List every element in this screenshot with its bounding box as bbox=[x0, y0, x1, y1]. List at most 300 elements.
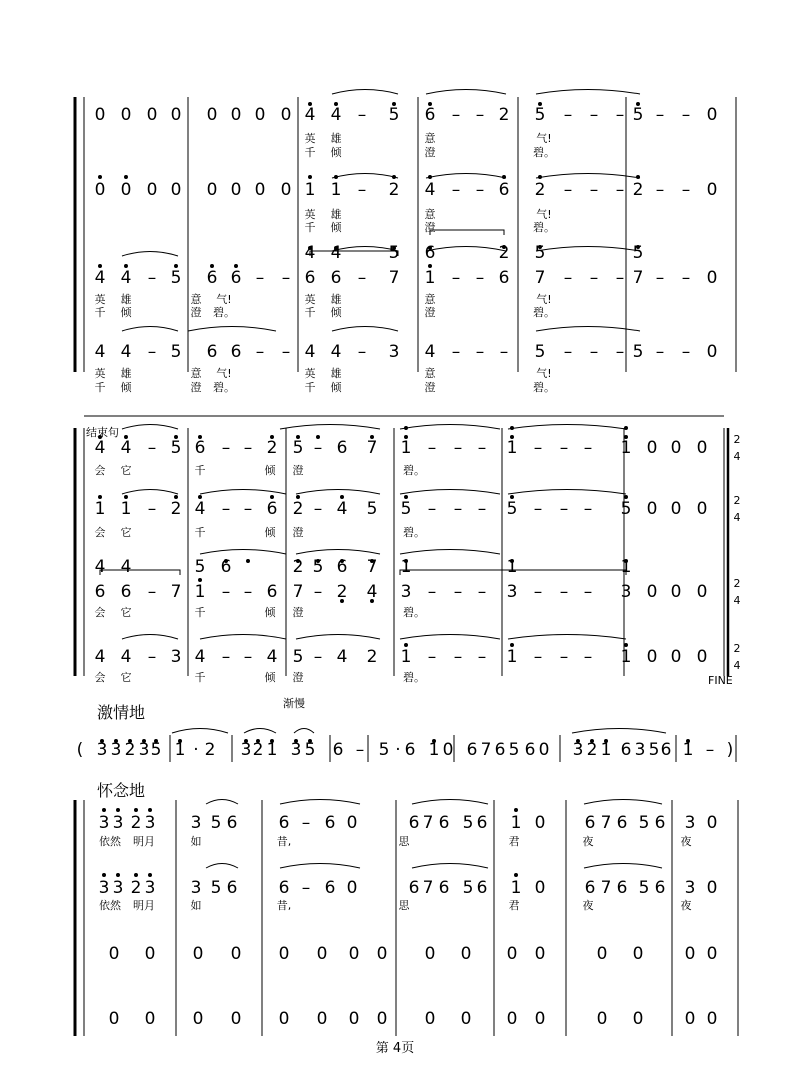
lyric: 碧。 bbox=[533, 146, 555, 159]
lyric: 千 bbox=[194, 671, 206, 684]
octave-dot bbox=[515, 809, 518, 812]
note: 4 bbox=[304, 105, 316, 125]
upper-note: 2 bbox=[292, 557, 304, 577]
note: – bbox=[499, 342, 509, 362]
note: – bbox=[243, 647, 253, 667]
note: – bbox=[583, 582, 593, 602]
slur bbox=[400, 550, 500, 555]
note: 2 bbox=[534, 180, 546, 200]
note: 5 bbox=[170, 438, 182, 458]
note: 5 bbox=[170, 342, 182, 362]
slur bbox=[412, 800, 488, 805]
note: – bbox=[533, 499, 543, 519]
timesig-bottom: 4 bbox=[733, 659, 741, 672]
lyric: 碧。 bbox=[403, 526, 425, 539]
note: – bbox=[533, 647, 543, 667]
note: 5 bbox=[400, 499, 412, 519]
tempo-marking: 激情地 bbox=[97, 703, 146, 722]
note: 0 bbox=[144, 1009, 156, 1029]
lyric: 倾 bbox=[264, 526, 276, 539]
slur bbox=[508, 425, 626, 430]
note: 0 bbox=[206, 105, 218, 125]
interlude-note: 1 bbox=[600, 740, 612, 760]
fine-mark: FINE bbox=[708, 674, 733, 687]
note: – bbox=[301, 878, 311, 898]
note: 4 bbox=[94, 438, 106, 458]
note: 4 bbox=[194, 647, 206, 667]
note: – bbox=[313, 438, 323, 458]
note: 6 bbox=[408, 878, 420, 898]
interlude-note: 6 bbox=[524, 740, 536, 760]
lyric: 澄 bbox=[190, 381, 202, 394]
note: 0 bbox=[424, 1009, 436, 1029]
lyric: 澄 bbox=[292, 671, 304, 684]
upper-note: 5 bbox=[534, 243, 546, 263]
slur bbox=[200, 550, 286, 555]
octave-dot bbox=[135, 874, 138, 877]
slur bbox=[122, 635, 178, 640]
note: 5 bbox=[292, 438, 304, 458]
lyric: 会 bbox=[94, 464, 106, 477]
slur bbox=[572, 729, 666, 734]
note: 0 bbox=[254, 105, 266, 125]
note: – bbox=[681, 105, 691, 125]
slur bbox=[206, 800, 238, 805]
note: – bbox=[453, 438, 463, 458]
note: – bbox=[655, 268, 665, 288]
note: – bbox=[427, 647, 437, 667]
lyric: 千 bbox=[94, 381, 106, 394]
octave-dot bbox=[393, 176, 396, 179]
note: 0 bbox=[534, 944, 546, 964]
lyric: 雄 bbox=[120, 293, 132, 306]
note: 4 bbox=[120, 647, 132, 667]
upper-note: 6 bbox=[220, 557, 232, 577]
lyric: 意 bbox=[424, 367, 436, 380]
note: 0 bbox=[278, 1009, 290, 1029]
slur bbox=[584, 864, 662, 869]
note: 6 bbox=[438, 813, 450, 833]
note: 6 bbox=[476, 878, 488, 898]
note: – bbox=[453, 499, 463, 519]
lyric: 倾 bbox=[120, 306, 132, 319]
lyric: 澄 bbox=[292, 464, 304, 477]
slur bbox=[426, 90, 506, 95]
note: – bbox=[427, 438, 437, 458]
upper-note: 6 bbox=[336, 557, 348, 577]
note: – bbox=[147, 438, 157, 458]
lyric: 碧。 bbox=[403, 671, 425, 684]
note: – bbox=[559, 499, 569, 519]
lyric: 它 bbox=[120, 671, 132, 684]
lyric: 雄 bbox=[330, 208, 342, 221]
note: 5 bbox=[170, 268, 182, 288]
lyric: 千 bbox=[304, 306, 316, 319]
slur bbox=[584, 800, 662, 805]
lyric: 碧。 bbox=[403, 606, 425, 619]
note: 1 bbox=[94, 499, 106, 519]
note: – bbox=[243, 582, 253, 602]
lyric: 倾 bbox=[330, 146, 342, 159]
note: 0 bbox=[670, 582, 682, 602]
note: – bbox=[451, 105, 461, 125]
note: – bbox=[427, 582, 437, 602]
interlude-note: 5 bbox=[508, 740, 520, 760]
lyric: 倾 bbox=[264, 464, 276, 477]
note: 4 bbox=[424, 342, 436, 362]
note: 0 bbox=[646, 582, 658, 602]
note: 0 bbox=[696, 582, 708, 602]
note: 0 bbox=[108, 944, 120, 964]
note: 4 bbox=[94, 342, 106, 362]
note: 2 bbox=[130, 878, 142, 898]
note: – bbox=[559, 647, 569, 667]
interlude-note: 0 bbox=[442, 740, 454, 760]
note: 5 bbox=[534, 342, 546, 362]
lyric: 碧。 bbox=[533, 221, 555, 234]
lyric: 意 bbox=[190, 293, 202, 306]
timesig-bottom: 4 bbox=[733, 450, 741, 463]
lyric: 气! bbox=[536, 367, 552, 380]
lyric: 千 bbox=[194, 606, 206, 619]
lyric: 意 bbox=[424, 293, 436, 306]
note: 2 bbox=[366, 647, 378, 667]
interlude-note: 0 bbox=[538, 740, 550, 760]
lyric: 会 bbox=[94, 671, 106, 684]
lyric: 澄 bbox=[292, 526, 304, 539]
note: – bbox=[475, 268, 485, 288]
upper-note: 5 bbox=[388, 243, 400, 263]
upper-note: 7 bbox=[366, 557, 378, 577]
note: – bbox=[243, 438, 253, 458]
interlude-note: 7 bbox=[480, 740, 492, 760]
note: – bbox=[563, 105, 573, 125]
note: 1 bbox=[330, 180, 342, 200]
interlude-note: 3 bbox=[96, 740, 108, 760]
lyric: 它 bbox=[120, 606, 132, 619]
lyric: 雄 bbox=[120, 367, 132, 380]
note: 6 bbox=[424, 105, 436, 125]
lyric: 碧。 bbox=[213, 306, 235, 319]
lyric: 澄 bbox=[424, 146, 436, 159]
note: 2 bbox=[336, 582, 348, 602]
note: – bbox=[615, 180, 625, 200]
note: 2 bbox=[292, 499, 304, 519]
note: – bbox=[655, 105, 665, 125]
ritardando-marking: 渐慢 bbox=[283, 697, 305, 710]
lyric: 明月 bbox=[133, 835, 155, 848]
note: 6 bbox=[654, 878, 666, 898]
lyric: 夜 bbox=[680, 899, 692, 912]
note: 6 bbox=[654, 813, 666, 833]
note: – bbox=[451, 268, 461, 288]
note: – bbox=[357, 342, 367, 362]
slur bbox=[280, 800, 360, 805]
note: – bbox=[427, 499, 437, 519]
lyric: 昔, bbox=[276, 899, 292, 912]
note: 1 bbox=[620, 438, 632, 458]
note: 0 bbox=[596, 1009, 608, 1029]
octave-dot bbox=[103, 874, 106, 877]
lyric: 英 bbox=[304, 132, 316, 145]
note: 0 bbox=[206, 180, 218, 200]
note: – bbox=[357, 180, 367, 200]
note: – bbox=[313, 582, 323, 602]
note: 3 bbox=[684, 878, 696, 898]
lyric: 倾 bbox=[120, 381, 132, 394]
lyric: 明月 bbox=[133, 899, 155, 912]
note: 0 bbox=[670, 647, 682, 667]
lyric: 千 bbox=[194, 526, 206, 539]
interlude-note: 5 bbox=[378, 740, 390, 760]
timesig-top: 2 bbox=[733, 433, 741, 446]
note: – bbox=[357, 268, 367, 288]
note: – bbox=[563, 268, 573, 288]
note: 3 bbox=[112, 878, 124, 898]
note: 0 bbox=[192, 1009, 204, 1029]
lyric: 气! bbox=[536, 208, 552, 221]
note: 0 bbox=[108, 1009, 120, 1029]
octave-dot bbox=[429, 176, 432, 179]
note: 7 bbox=[534, 268, 546, 288]
lyric: 它 bbox=[120, 464, 132, 477]
note: – bbox=[681, 342, 691, 362]
lyric: 澄 bbox=[424, 221, 436, 234]
note: 0 bbox=[706, 268, 718, 288]
lyric: 澄 bbox=[424, 381, 436, 394]
note: 6 bbox=[498, 180, 510, 200]
lyric: 昔, bbox=[276, 835, 292, 848]
tempo-marking: 怀念地 bbox=[97, 781, 146, 800]
upper-note: 5 bbox=[632, 243, 644, 263]
interlude-note: 3 bbox=[634, 740, 646, 760]
octave-dot bbox=[149, 809, 152, 812]
tie bbox=[100, 570, 180, 575]
slur bbox=[122, 425, 178, 430]
octave-dot bbox=[405, 427, 408, 430]
slur bbox=[332, 174, 398, 179]
note: – bbox=[533, 438, 543, 458]
note: 5 bbox=[506, 499, 518, 519]
note: 1 bbox=[424, 268, 436, 288]
note: 4 bbox=[366, 582, 378, 602]
note: – bbox=[583, 499, 593, 519]
note: 0 bbox=[192, 944, 204, 964]
note: – bbox=[589, 268, 599, 288]
note: 5 bbox=[632, 105, 644, 125]
note: 0 bbox=[146, 180, 158, 200]
interlude-note: 6 bbox=[404, 740, 416, 760]
tie bbox=[310, 251, 398, 256]
slur bbox=[244, 729, 276, 734]
lyric: 英 bbox=[304, 208, 316, 221]
note: 7 bbox=[600, 878, 612, 898]
interlude-note: 6 bbox=[660, 740, 672, 760]
close-paren: ) bbox=[726, 740, 734, 760]
interlude-note: 3 bbox=[572, 740, 584, 760]
lyric: 千 bbox=[304, 146, 316, 159]
lyric: 如 bbox=[190, 835, 202, 848]
note: 6 bbox=[476, 813, 488, 833]
slur bbox=[200, 635, 286, 640]
note: – bbox=[655, 342, 665, 362]
note: 0 bbox=[706, 180, 718, 200]
note: 6 bbox=[616, 878, 628, 898]
note: – bbox=[313, 647, 323, 667]
interlude-note: 6 bbox=[494, 740, 506, 760]
interlude-note: 2 bbox=[586, 740, 598, 760]
note: 0 bbox=[706, 944, 718, 964]
note: 6 bbox=[226, 813, 238, 833]
note: 7 bbox=[366, 438, 378, 458]
note: 4 bbox=[120, 342, 132, 362]
lyric: 碧。 bbox=[533, 381, 555, 394]
tie bbox=[430, 230, 504, 235]
note: 6 bbox=[226, 878, 238, 898]
note: 6 bbox=[278, 878, 290, 898]
slur bbox=[536, 327, 640, 332]
note: – bbox=[147, 268, 157, 288]
note: 6 bbox=[266, 582, 278, 602]
note: 7 bbox=[292, 582, 304, 602]
note: 6 bbox=[278, 813, 290, 833]
slur bbox=[172, 729, 228, 734]
note: 0 bbox=[230, 944, 242, 964]
slur bbox=[400, 425, 500, 430]
lyric: 倾 bbox=[264, 671, 276, 684]
note: 0 bbox=[316, 944, 328, 964]
interlude-note: 2 bbox=[204, 740, 216, 760]
lyric: 澄 bbox=[190, 306, 202, 319]
note: – bbox=[147, 499, 157, 519]
note: 0 bbox=[424, 944, 436, 964]
octave-dot bbox=[539, 176, 542, 179]
note: 6 bbox=[194, 438, 206, 458]
note: – bbox=[147, 342, 157, 362]
slur bbox=[122, 327, 178, 332]
note: 6 bbox=[324, 878, 336, 898]
note: 7 bbox=[632, 268, 644, 288]
note: 3 bbox=[400, 582, 412, 602]
upper-note: 2 bbox=[498, 243, 510, 263]
note: 0 bbox=[596, 944, 608, 964]
note: 0 bbox=[706, 878, 718, 898]
interlude-note: 1 bbox=[266, 740, 278, 760]
note: 0 bbox=[170, 105, 182, 125]
note: 0 bbox=[460, 944, 472, 964]
note: 4 bbox=[120, 438, 132, 458]
note: 0 bbox=[348, 1009, 360, 1029]
note: – bbox=[147, 647, 157, 667]
note: 0 bbox=[506, 944, 518, 964]
slur bbox=[280, 864, 360, 869]
interlude-note: 2 bbox=[124, 740, 136, 760]
note: 6 bbox=[330, 268, 342, 288]
note: 2 bbox=[388, 180, 400, 200]
note: – bbox=[243, 499, 253, 519]
note: 4 bbox=[94, 268, 106, 288]
note: 4 bbox=[330, 105, 342, 125]
note: – bbox=[281, 342, 291, 362]
note: – bbox=[589, 105, 599, 125]
note: 6 bbox=[120, 582, 132, 602]
note: – bbox=[477, 499, 487, 519]
note: – bbox=[255, 268, 265, 288]
note: – bbox=[475, 342, 485, 362]
note: – bbox=[221, 582, 231, 602]
upper-note: 4 bbox=[120, 557, 132, 577]
note: – bbox=[615, 342, 625, 362]
interlude-note: 3 bbox=[240, 740, 252, 760]
lyric: 澄 bbox=[424, 306, 436, 319]
note: – bbox=[313, 499, 323, 519]
note: 6 bbox=[230, 268, 242, 288]
note: 3 bbox=[684, 813, 696, 833]
note: 6 bbox=[336, 438, 348, 458]
note: – bbox=[589, 180, 599, 200]
note: – bbox=[477, 647, 487, 667]
note: 5 bbox=[462, 813, 474, 833]
note: 0 bbox=[460, 1009, 472, 1029]
lyric: 气! bbox=[216, 293, 232, 306]
note: 6 bbox=[438, 878, 450, 898]
upper-note: 4 bbox=[94, 557, 106, 577]
lyric: 意 bbox=[190, 367, 202, 380]
note: – bbox=[451, 342, 461, 362]
note: 0 bbox=[684, 1009, 696, 1029]
lyric: 它 bbox=[120, 526, 132, 539]
lyric: 英 bbox=[304, 367, 316, 380]
note: 6 bbox=[324, 813, 336, 833]
note: 6 bbox=[206, 268, 218, 288]
note: 6 bbox=[94, 582, 106, 602]
note: 1 bbox=[194, 582, 206, 602]
note: 0 bbox=[534, 813, 546, 833]
note: 1 bbox=[510, 878, 522, 898]
open-paren: ( bbox=[76, 740, 84, 760]
lyric: 会 bbox=[94, 526, 106, 539]
note: 0 bbox=[646, 647, 658, 667]
timesig-top: 2 bbox=[733, 494, 741, 507]
octave-dot bbox=[125, 176, 128, 179]
lyric: 夜 bbox=[582, 835, 594, 848]
note: 2 bbox=[498, 105, 510, 125]
lyric: 意 bbox=[424, 132, 436, 145]
lyric: 气! bbox=[536, 132, 552, 145]
note: – bbox=[451, 180, 461, 200]
note: 0 bbox=[706, 813, 718, 833]
lyric: 碧。 bbox=[533, 306, 555, 319]
note: 0 bbox=[534, 878, 546, 898]
note: 0 bbox=[230, 105, 242, 125]
lyric: 雄 bbox=[330, 293, 342, 306]
note: 0 bbox=[170, 180, 182, 200]
octave-dot bbox=[149, 874, 152, 877]
note: 7 bbox=[388, 268, 400, 288]
note: 6 bbox=[206, 342, 218, 362]
slur bbox=[122, 490, 178, 495]
note: 0 bbox=[696, 438, 708, 458]
slur bbox=[294, 729, 314, 734]
note: 0 bbox=[646, 499, 658, 519]
note: 6 bbox=[304, 268, 316, 288]
note: 1 bbox=[400, 438, 412, 458]
slur bbox=[400, 490, 500, 495]
note: 0 bbox=[316, 1009, 328, 1029]
note: 2 bbox=[266, 438, 278, 458]
note: 4 bbox=[120, 268, 132, 288]
slur bbox=[400, 635, 500, 640]
